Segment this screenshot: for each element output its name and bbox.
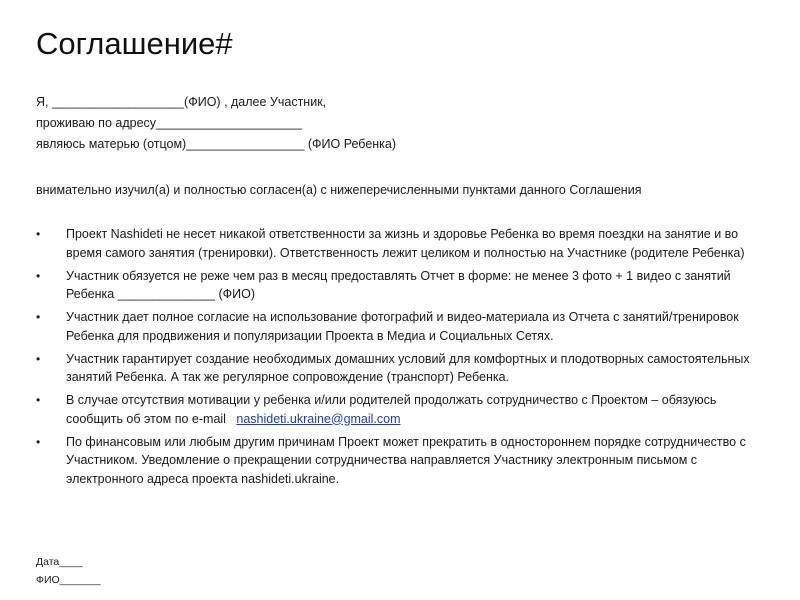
agreement-statement: внимательно изучил(а) и полностью согласен(а) с нижеперечисленными пунктами данного Соглашения [36, 183, 642, 197]
term-item [36, 225, 756, 262]
term-text: В случае отсутствия мотивации у ребенка и/или родителей продолжать сотрудничество с Проектом – обязуюсь сообщить об этом по e-mail [66, 393, 717, 426]
term-item [36, 308, 756, 345]
term-item [36, 391, 756, 428]
participant-intro [36, 92, 776, 155]
bullet-icon: • [36, 434, 41, 449]
document-title: Соглашение# [36, 26, 233, 61]
signature-block [36, 553, 101, 589]
terms-list [36, 225, 756, 493]
bullet-icon: • [36, 227, 41, 241]
term-text: Участник гарантирует создание необходимых домашних условий для комфортных и плодотворных самостоятельных занятий Ребенка. А так же регулярное сопровождение (транспорт) Ребенка. [66, 351, 750, 384]
term-item [36, 267, 756, 304]
term-item [36, 433, 756, 489]
term-item [36, 350, 756, 387]
intro-line-address: проживаю по адресу_____________________ [36, 116, 303, 130]
intro-line-parent: являюсь матерью (отцом)_________________ (ФИО Ребенка) [36, 137, 397, 151]
bullet-icon: • [36, 310, 41, 324]
term-text: Проект Nashideti не несет никакой ответственности за жизнь и здоровье Ребенка во время поездки на занятие и во время самого занятия (тренировки). Ответственность лежит целиком и полностью на Участнике (родителе Ребенка) [66, 227, 745, 260]
name-field-label: ФИО_______ [36, 574, 101, 586]
bullet-icon: • [36, 351, 41, 366]
term-text: По финансовым или любым другим причинам Проект может прекратить в одностороннем порядке сотрудничество с Участником. Уведомление о прекращении сотрудничества направляется Участнику электронным письмом с электронного адреса проекта nashideti.ukraine. [66, 434, 746, 486]
term-text: Участник обязуется не реже чем раз в месяц предоставлять Отчет в форме: не менее 3 фото + 1 видео с занятий Ребенка ______________ (ФИО) [66, 268, 731, 301]
date-field-label: Дата____ [36, 556, 83, 568]
intro-line-name: Я, ___________________(ФИО) , далее Участник, [36, 95, 327, 109]
contact-email-link[interactable]: nashideti.ukraine@gmail.com [236, 411, 401, 426]
term-text: Участник дает полное согласие на использование фотографий и видео-материала из Отчета с занятий/тренировок Ребенка для продвижения и популяризации Проекта в Медиа и Социальных Сетях. [66, 310, 739, 343]
bullet-icon: • [36, 268, 41, 283]
bullet-icon: • [36, 393, 41, 407]
